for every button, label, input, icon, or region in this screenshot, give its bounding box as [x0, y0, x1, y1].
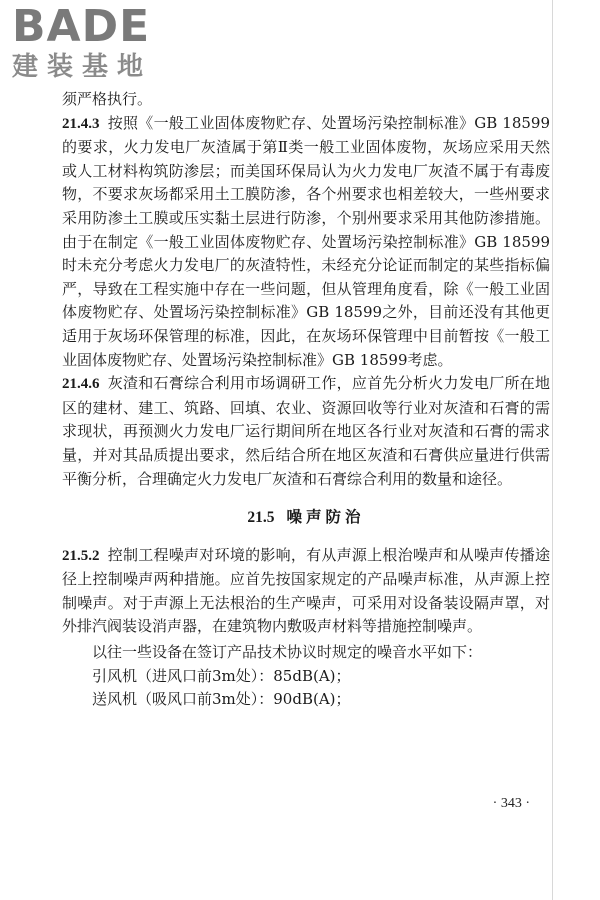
watermark-logo [12, 1, 182, 82]
clause-21-4-6 [62, 372, 550, 491]
page-body [62, 88, 550, 712]
section-heading [62, 505, 550, 530]
section-title: 噪声防治 [286, 507, 365, 527]
paragraph-noise-levels-intro: 以往一些设备在签订产品技术协议时规定的噪音水平如下： [92, 643, 483, 662]
logo-text-top: BADE [12, 1, 151, 52]
clause-21-5-2 [62, 544, 550, 639]
list-item-induced-fan: 引风机（进风口前3m处）：85dB(A)； [92, 666, 351, 685]
list-item-forced-fan: 送风机（吸风口前3m处）：90dB(A)； [92, 690, 351, 709]
clause-text: 按照《一般工业固体废物贮存、处置场污染控制标准》GB 18599的要求，火力发电厂灰渣属于第Ⅱ类一般工业固体废物，灰场应采用天然或人工材料构筑防渗层；而美国环保局认为火力发电厂灰渣不属于有毒废物，不要求灰场都采用土工膜防渗，各个州要求也相差较大，一些州要求采用防渗土工膜或压实黏土层进行防渗，个别州要求采用其他防渗措施。由于在制定《一般工业固体废物贮存、处置场污染控制标准》GB 18599时未充分考虑火力发电厂的灰渣特性，未经充分论证而制定的某些指标偏严，导致在工程实施中存在一些问题，但从管理角度看，除《一般工业固体废物贮存、处置场污染控制标准》GB 18599之外，目前还没有其他更适用于灰场环保管理的标准，因此，在灰场环保管理中目前暂按《一般工业固体废物贮存、处置场污染控制标准》GB 18599考虑。 [62, 113, 550, 369]
paragraph-text: 须严格执行。 [62, 90, 153, 108]
clause-text: 控制工程噪声对环境的影响，有从声源上根治噪声和从噪声传播途径上控制噪声两种措施。应首先按国家规定的产品噪声标准，从声源上控制噪声。对于声源上无法根治的生产噪声，可采用对设备装设隔声罩，对外排汽阀装设消声器，在建筑物内敷吸声材料等措施控制噪声。 [62, 545, 550, 636]
page-number: · 343 · [492, 796, 530, 811]
section-number: 21.5 [247, 509, 275, 527]
logo-text-bottom: 建装基地 [12, 52, 153, 82]
clause-text: 灰渣和石膏综合利用市场调研工作，应首先分析火力发电厂所在地区的建材、建工、筑路、回填、农业、资源回收等行业对灰渣和石膏的需求现状，再预测火力发电厂运行期间所在地区各行业对灰渣和石膏的需求量，并对其品质提出要求，然后结合所在地区灰渣和石膏供应量进行供需平衡分析，合理确定火力发电厂灰渣和石膏综合利用的数量和途径。 [62, 374, 550, 488]
clause-number: 21.4.6 [62, 376, 100, 393]
paragraph-continuation [62, 88, 550, 112]
scan-edge-line [552, 0, 553, 900]
clause-21-4-3 [62, 112, 550, 373]
clause-number: 21.5.2 [62, 547, 100, 564]
clause-number: 21.4.3 [62, 115, 100, 132]
